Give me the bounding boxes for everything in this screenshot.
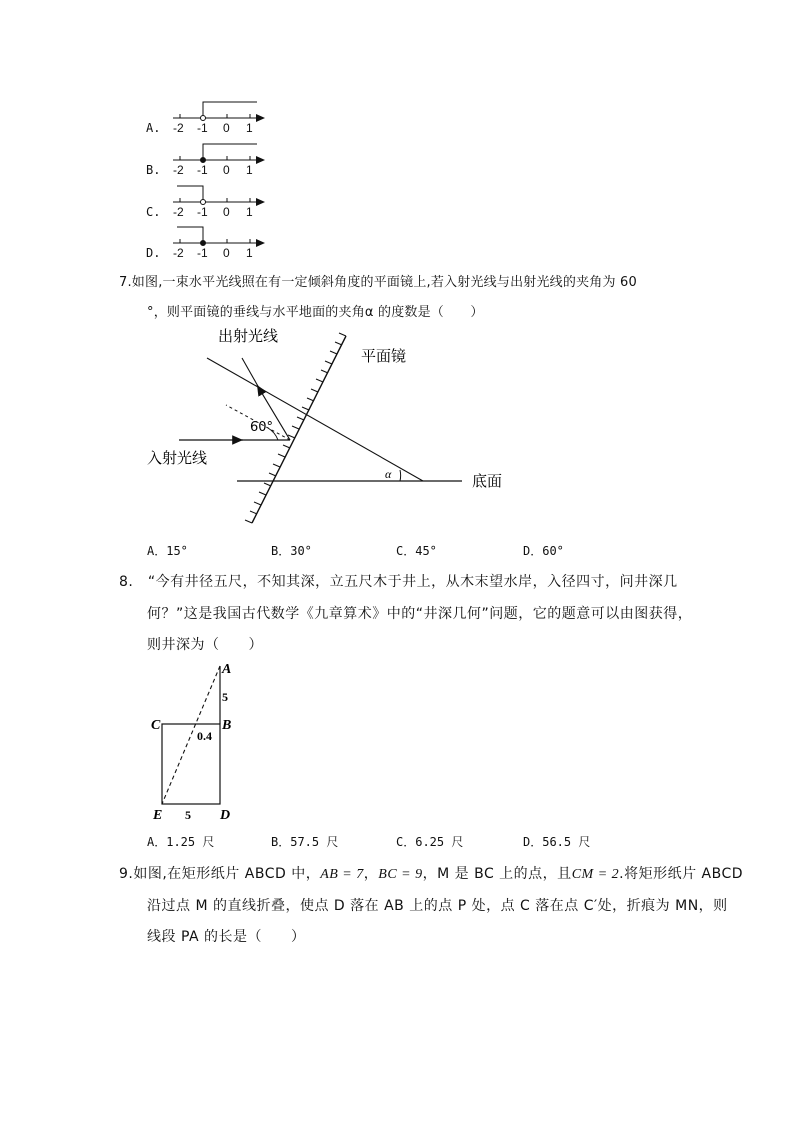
label-outgoing: 出射光线: [218, 327, 279, 345]
label-d: D: [220, 808, 231, 823]
q9-comma: ，: [363, 866, 379, 882]
label-c: C: [151, 718, 161, 733]
closed-point: [201, 158, 206, 163]
label-e: E: [153, 808, 163, 823]
number-line-b: [165, 138, 275, 178]
solution-ray: [203, 144, 257, 160]
tick-label: 1: [246, 205, 253, 219]
tick-label: -1: [197, 246, 208, 260]
tick-label: 1: [246, 246, 253, 260]
tick-label: 0: [223, 246, 230, 260]
q8-choice-c: C．6.25 尺: [396, 835, 464, 849]
solution-ray: [177, 227, 203, 243]
angle-alpha-arc: [400, 470, 401, 481]
label-b: B: [222, 718, 232, 733]
q8-choice-b: B．57.5 尺: [271, 835, 339, 849]
label-a: A: [222, 662, 232, 677]
q7-line1: 7.如图,一束水平光线照在有一定倾斜角度的平面镜上,若入射光线与出射光线的夹角为 60: [119, 275, 637, 290]
q9-line1-part-c: .将矩形纸片 ABCD: [619, 866, 744, 882]
tick-label: -2: [173, 121, 184, 135]
label-incoming: 入射光线: [147, 449, 208, 467]
q7-choice-c: C．45°: [396, 544, 437, 558]
mirror-figure: [140, 320, 520, 535]
label-cb-length: 0.4: [197, 729, 212, 743]
closed-point: [201, 241, 206, 246]
tick-label: 1: [246, 163, 253, 177]
label-angle-60: 60°: [250, 420, 274, 435]
q9-cm-eq: CM = 2: [571, 867, 620, 882]
q8-line1: 8. “今有井径五尺，不知其深，立五尺木于井上，从木末望水岸，入径四寸，问井深几: [119, 574, 678, 590]
q9-ab-eq: AB = 7: [320, 867, 364, 882]
label-mirror: 平面镜: [361, 347, 407, 365]
tick-label: 0: [223, 205, 230, 219]
q8-line3: 则井深为（ ）: [147, 637, 263, 653]
option-a-letter: A.: [146, 121, 161, 135]
q7-choice-a: A．15°: [147, 544, 188, 558]
q9-line1-part-b: ，M 是 BC 上的点，且: [422, 866, 572, 882]
q9-line1-part-a: 9.如图,在矩形纸片 ABCD 中，: [119, 866, 321, 882]
option-d-letter: D.: [146, 246, 161, 260]
axis-arrow: [256, 239, 265, 247]
open-point: [201, 200, 206, 205]
q9-bc-eq: BC = 9: [378, 867, 423, 882]
axis-arrow: [256, 198, 265, 206]
tick-label: 1: [246, 121, 253, 135]
well-figure: [145, 656, 255, 826]
q9-line1: [119, 863, 743, 883]
q9-line3: 线段 PA 的长是（ ）: [147, 929, 306, 945]
option-c-letter: C.: [146, 205, 161, 219]
normal-line: [207, 358, 423, 481]
tick-label: 0: [223, 163, 230, 177]
q7-line2: °，则平面镜的垂线与水平地面的夹角α 的度数是（ ）: [147, 305, 484, 320]
label-ab-length: 5: [222, 690, 228, 704]
q8-line2: 何？”这是我国古代数学《九章算术》中的“井深几何”问题，它的题意可以由图获得，: [147, 606, 693, 622]
open-point: [201, 116, 206, 121]
q7-choice-d: D．60°: [523, 544, 564, 558]
tick-label: -1: [197, 163, 208, 177]
q8-choice-d: D．56.5 尺: [523, 835, 591, 849]
label-ed-length: 5: [185, 808, 191, 822]
label-ground: 底面: [472, 472, 503, 490]
tick-label: -2: [173, 163, 184, 177]
q8-choice-a: A．1.25 尺: [147, 835, 215, 849]
tick-label: -2: [173, 246, 184, 260]
axis-arrow: [256, 156, 265, 164]
tick-label: -2: [173, 205, 184, 219]
solution-ray: [177, 186, 203, 202]
label-alpha: α: [385, 467, 392, 481]
option-b-letter: B.: [146, 163, 161, 177]
axis-arrow: [256, 114, 265, 122]
number-line-c: [165, 180, 275, 220]
number-line-a: [165, 96, 275, 136]
solution-ray: [203, 102, 257, 118]
tick-label: -1: [197, 121, 208, 135]
number-line-d: [165, 221, 275, 261]
tick-label: -1: [197, 205, 208, 219]
q7-choice-b: B．30°: [271, 544, 312, 558]
tick-label: 0: [223, 121, 230, 135]
q9-line2: 沿过点 M 的直线折叠，使点 D 落在 AB 上的点 P 处，点 C 落在点 C′处，折痕为 MN，则: [147, 898, 728, 914]
